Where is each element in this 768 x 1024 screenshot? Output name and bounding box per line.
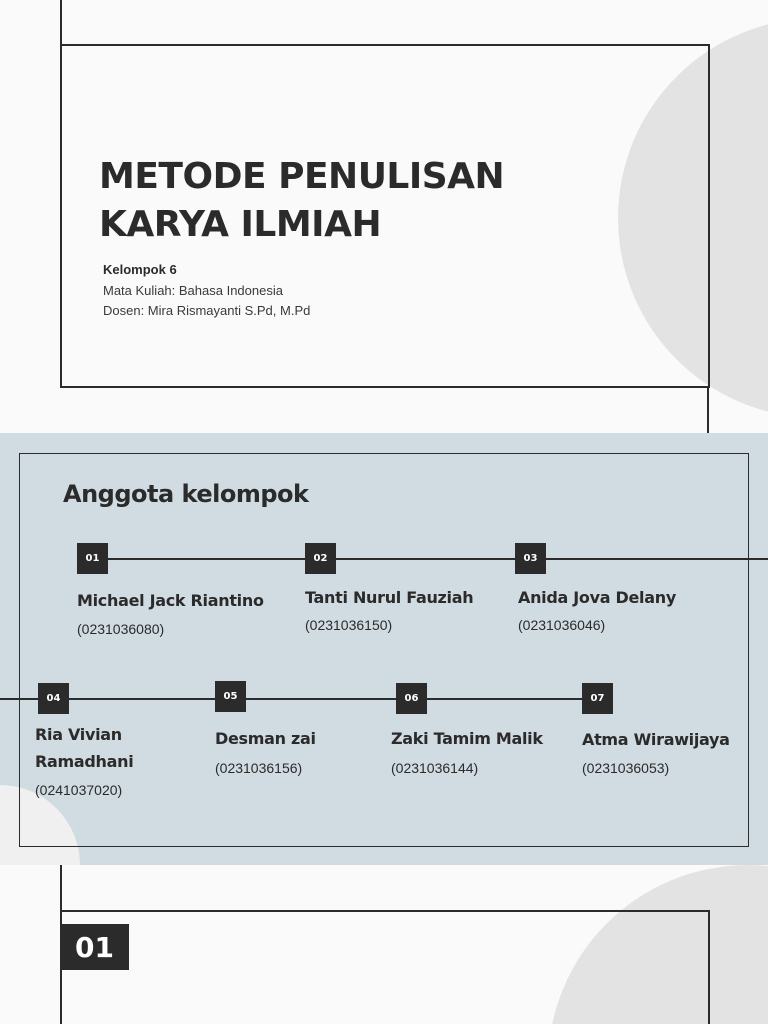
title-slide [0, 0, 768, 433]
section-frame [60, 910, 710, 1024]
lecturer-label: Dosen: Mira Rismayanti S.Pd, M.Pd [103, 303, 311, 318]
timeline-line [77, 558, 768, 560]
member-name: Ria Vivian Ramadhani [35, 725, 134, 771]
member-number-badge: 04 [38, 683, 69, 714]
section-number: 01 [60, 924, 129, 970]
title-line-2: KARYA ILMIAH [99, 204, 382, 245]
member-number-badge: 03 [515, 543, 546, 574]
course-label: Mata Kuliah: Bahasa Indonesia [103, 283, 283, 298]
member-id: (0231036080) [77, 621, 165, 637]
title-line-1: METODE PENULISAN [99, 156, 505, 197]
member-id: (0241037020) [35, 782, 123, 798]
group-label: Kelompok 6 [103, 262, 177, 277]
members-slide [0, 433, 768, 865]
member-name: Atma Wirawijaya [582, 730, 730, 749]
member-name: Anida Jova Delany [518, 588, 676, 607]
member-name: Michael Jack Riantino [77, 591, 264, 610]
section-title: Anggota kelompok [63, 480, 309, 508]
member-name: Desman zai [215, 729, 316, 748]
member-name: Tanti Nurul Fauziah [305, 588, 474, 607]
members-frame [19, 453, 749, 847]
member-number-badge: 05 [215, 681, 246, 712]
presentation-title [99, 153, 504, 249]
timeline-line [0, 698, 613, 700]
member-id: (0231036046) [518, 617, 606, 633]
decorative-line [60, 0, 62, 46]
member-id: (0231036053) [582, 760, 670, 776]
decorative-line [707, 386, 709, 433]
member-id: (0231036144) [391, 760, 479, 776]
member-number-badge: 06 [396, 683, 427, 714]
member-id: (0231036156) [215, 760, 303, 776]
member-number-badge: 07 [582, 683, 613, 714]
section-slide [0, 865, 768, 1024]
member-id: (0231036150) [305, 617, 393, 633]
member-number-badge: 02 [305, 543, 336, 574]
member-name: Zaki Tamim Malik [391, 729, 543, 748]
member-number-badge: 01 [77, 543, 108, 574]
